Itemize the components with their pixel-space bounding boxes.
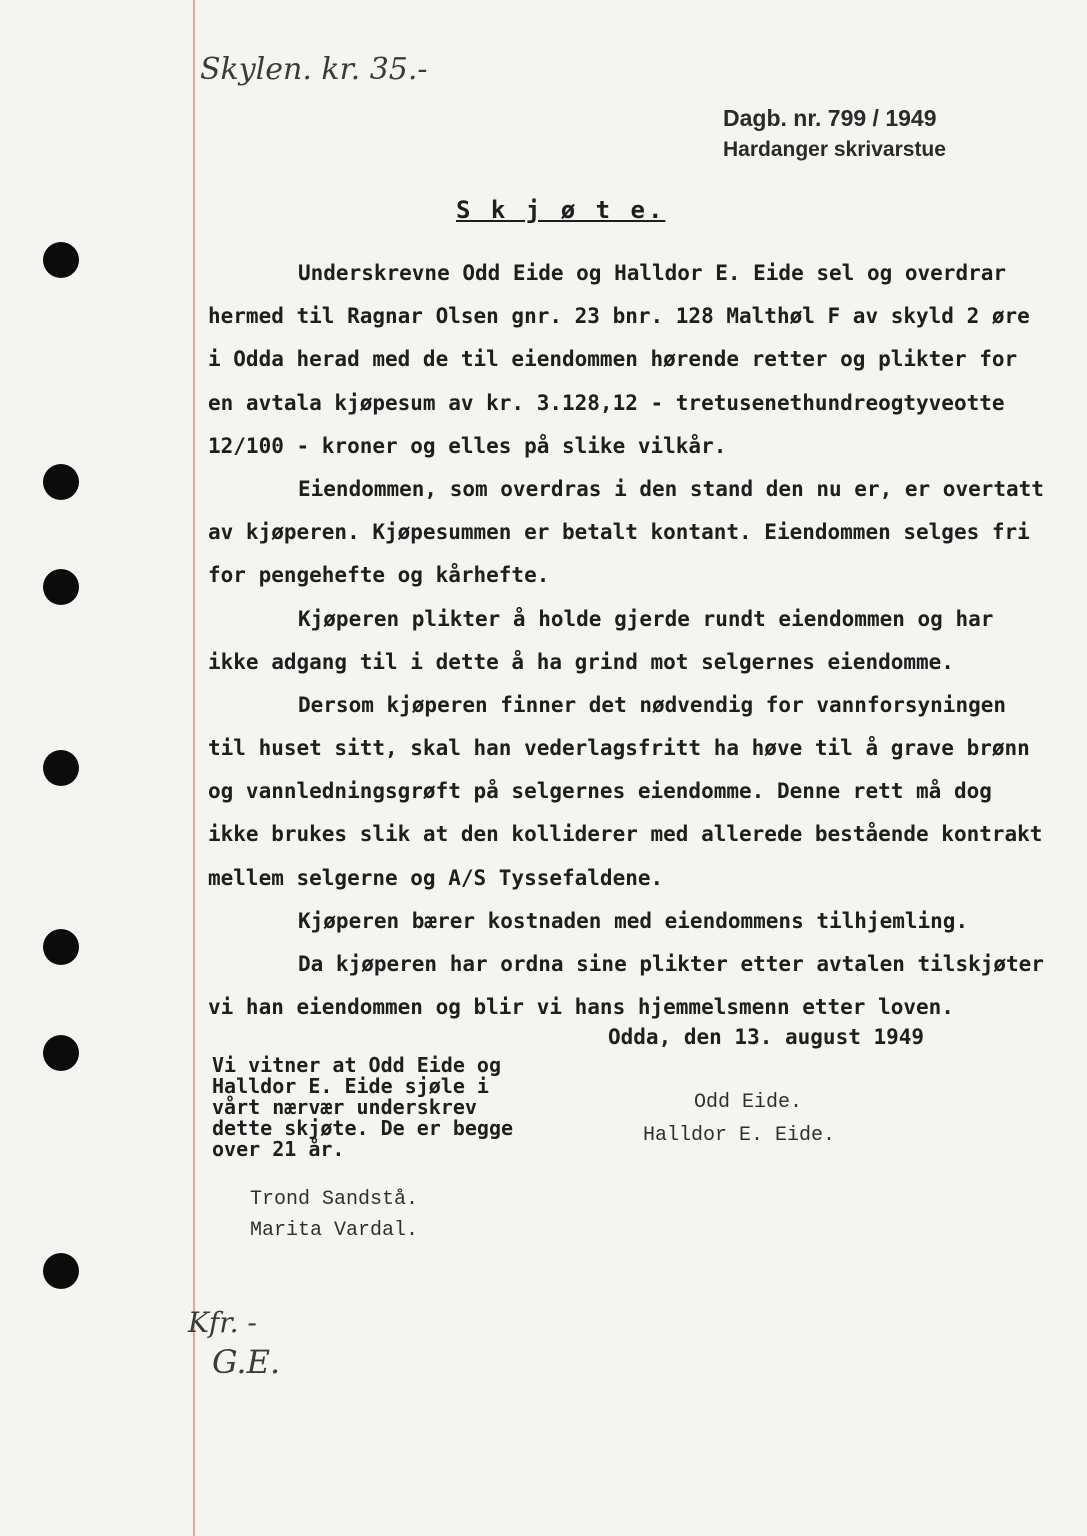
punch-hole: [43, 569, 79, 605]
punch-hole: [43, 929, 79, 965]
witness-signature: Marita Vardal.: [250, 1219, 419, 1242]
paragraph-line: i Odda herad med de til eiendommen hørende retter og plikter for: [208, 347, 1018, 372]
punch-hole: [43, 242, 79, 278]
paragraph-first-line: Eiendommen, som overdras i den stand den nu er, er overtatt: [298, 476, 1044, 501]
paragraph-first-line: Dersom kjøperen finner det nødvendig for vannforsyningen: [298, 692, 1007, 717]
paragraph-first-line: Kjøperen plikter å holde gjerde rundt eiendommen og har: [298, 606, 994, 631]
witness-statement-line: dette skjøte. De er begge: [212, 1116, 514, 1140]
witness-statement-line: vårt nærvær underskrev: [212, 1095, 477, 1119]
paragraph-first-line: Kjøperen bærer kostnaden med eiendommens tilhjemling.: [298, 908, 969, 933]
witness-statement: [212, 1055, 513, 1160]
paragraph-first-line: Underskrevne Odd Eide og Halldor E. Eide sel og overdrar: [298, 261, 1007, 285]
journal-stamp-office: Hardanger skrivarstue: [723, 138, 946, 161]
handwritten-reference: Kfr. -: [188, 1306, 257, 1339]
paragraph-line: ikke brukes slik at den kolliderer med allerede bestående kontrakt: [208, 822, 1043, 847]
seller-signature: Odd Eide.: [694, 1091, 803, 1114]
paragraph-line: en avtala kjøpesum av kr. 3.128,12 - tretusenethundreogtyveotte: [208, 390, 1005, 415]
witness-signature: Trond Sandstå.: [250, 1188, 419, 1211]
paragraph-line: til huset sitt, skal han vederlagsfritt ha høve til å grave brønn: [208, 736, 1030, 761]
paragraph-line: hermed til Ragnar Olsen gnr. 23 bnr. 128 Malthøl F av skyld 2 øre: [208, 304, 1030, 329]
paragraph-line: ikke adgang til i dette å ha grind mot selgernes eiendomme.: [208, 649, 954, 674]
paragraph-line: for pengehefte og kårhefte.: [208, 563, 550, 588]
punch-hole: [43, 750, 79, 786]
paragraph-line: mellem selgerne og A/S Tyssefaldene.: [208, 865, 664, 890]
paragraph-line: av kjøperen. Kjøpesummen er betalt kontant. Eiendommen selges fri: [208, 520, 1030, 545]
handwritten-fee-note: Skylen. kr. 35.-: [200, 52, 428, 87]
punch-hole: [43, 1035, 79, 1071]
deed-body: [208, 252, 1058, 1029]
paragraph-line: og vannledningsgrøft på selgernes eiendomme. Denne rett må dog: [208, 779, 992, 804]
document-title: S k j ø t e.: [456, 196, 666, 224]
journal-stamp-number: Dagb. nr. 799 / 1949: [723, 105, 937, 131]
paragraph-line: 12/100 - kroner og elles på slike vilkår.: [208, 433, 727, 458]
handwritten-initials: G.E.: [212, 1343, 281, 1381]
witness-statement-line: Vi vitner at Odd Eide og: [212, 1053, 501, 1077]
witness-statement-line: Halldor E. Eide sjøle i: [212, 1074, 489, 1098]
punch-hole: [43, 1253, 79, 1289]
seller-signature: Halldor E. Eide.: [643, 1124, 836, 1147]
place-date: Odda, den 13. august 1949: [608, 1025, 925, 1049]
paragraph-first-line: Da kjøperen har ordna sine plikter etter avtalen tilskjøter: [298, 952, 1044, 976]
witness-statement-line: over 21 år.: [212, 1137, 345, 1161]
paragraph-line: vi han eiendommen og blir vi hans hjemmelsmenn etter loven.: [208, 995, 954, 1020]
punch-hole: [43, 464, 79, 500]
